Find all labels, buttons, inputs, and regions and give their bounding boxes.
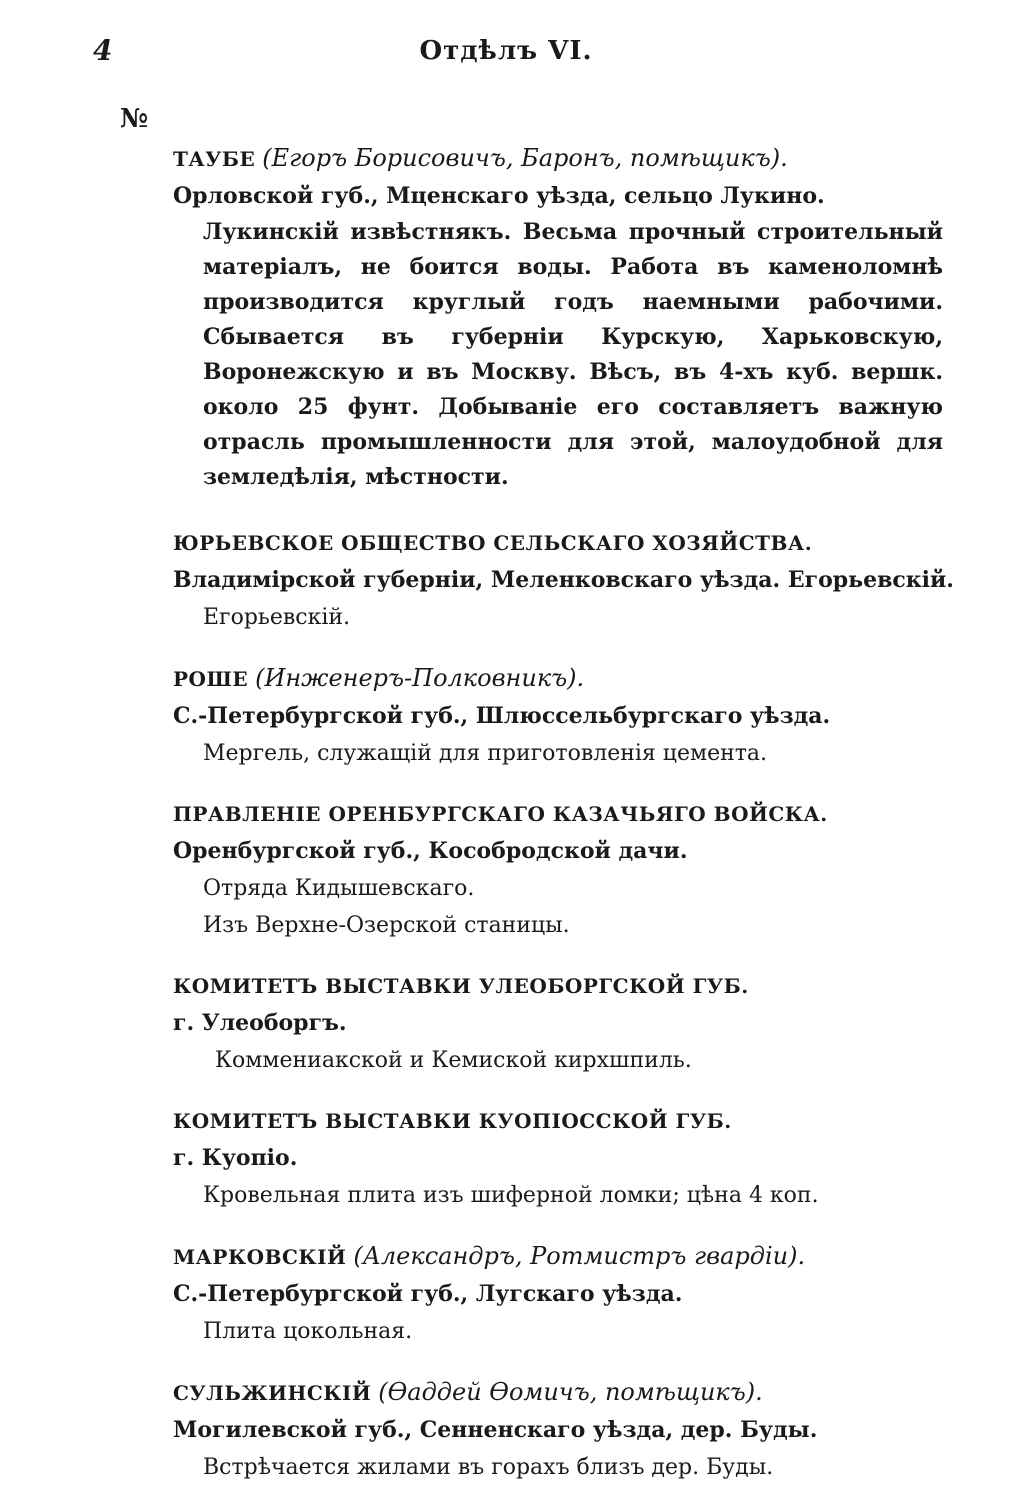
exhibitor-title: (Инженеръ-Полковникъ). [255,664,585,692]
entry-roshe [173,660,943,772]
exhibitor-name: КОМИТЕТЪ ВЫСТАВКИ КУОПІОССКОЙ ГУБ. [173,1109,732,1133]
exhibitor-name: ЮРЬЕВСКОЕ ОБЩЕСТВО СЕЛЬСКАГО ХОЗЯЙСТВА. [173,531,813,555]
exhibit-item: Кровельная плита изъ шиферной ломки; цѣна 4 коп. [203,1183,819,1208]
exhibitor-location: Владимірской губерніи, Меленковскаго уѣзда. Егорьевскій. [173,567,954,593]
entry-head [173,1103,943,1140]
exhibit-item: Встрѣчается жилами въ горахъ близъ дер. Буды. [203,1455,774,1480]
exhibitor-name: ПРАВЛЕНІЕ ОРЕНБУРГСКАГО КАЗАЧЬЯГО ВОЙСКА. [173,802,828,826]
exhibit-item: Отряда Кидышевскаго. [203,876,475,901]
exhibitor-title: (Егоръ Борисовичъ, Баронъ, помѣщикъ). [262,144,788,172]
exhibitor-name: КОМИТЕТЪ ВЫСТАВКИ УЛЕОБОРГСКОЙ ГУБ. [173,974,749,998]
exhibitor-location: Могилевской губ., Сенненскаго уѣзда, дер. Буды. [173,1417,818,1443]
entry-head [173,525,943,562]
exhibit-item: Плита цокольная. [203,1319,413,1344]
exhibitor-title: (Александръ, Ротмистръ гвардіи). [353,1242,806,1270]
exhibitor-name: МАРКОВСКІЙ [173,1245,347,1269]
entry-head [173,1238,943,1276]
exhibit-description: Лукинскій извѣстнякъ. Весьма прочный строительный матеріалъ, не боится воды. Работа въ каменоломнѣ производится круглый годъ наемными рабочими. Сбывается въ губерніи Курскую, Харьковскую, Воронежскую и въ Москву. Вѣсъ, въ 4-хъ куб. вершк. около 25 фунт. Добываніе его составляетъ важную отрасль промышленности для этой, малоудобной для земледѣлія, мѣстности. [203,219,943,490]
exhibitor-name: СУЛЬЖИНСКІЙ [173,1381,372,1405]
entry-head [173,660,943,698]
exhibitor-name: РОШЕ [173,667,249,691]
exhibitor-title: (Ѳаддей Ѳомичъ, помѣщикъ). [378,1378,763,1406]
entry-yuryevskoe [173,525,954,636]
running-head: Отдѣлъ VI. [419,36,593,66]
entry-orenburg-board [173,796,943,944]
entry-uleaborg-committee [173,968,943,1079]
exhibitor-location: г. Улеоборгъ. [173,1010,347,1036]
exhibit-item: Мергель, служащій для приготовленія цемента. [203,741,768,766]
entry-markovsky [173,1238,943,1350]
exhibitor-location: С.-Петербургской губ., Лугскаго уѣзда. [173,1281,683,1307]
entry-head [173,140,943,178]
entry-head [173,1374,943,1412]
entry-head [173,796,943,833]
exhibitor-location: Оренбургской губ., Кособродской дачи. [173,838,688,864]
exhibitor-name: ТАУБЕ [173,147,256,171]
entry-kuopio-committee [173,1103,943,1214]
entry-sulzhinsky [173,1374,943,1486]
number-column-mark: № [120,104,149,134]
exhibitor-list [173,140,954,1510]
exhibit-item: Коммениакской и Кемиской кирхшпиль. [215,1048,692,1073]
entry-taube [173,140,943,495]
exhibit-item: Егорьевскій. [203,605,351,630]
exhibitor-location: Орловской губ., Мценскаго уѣзда, сельцо Лукино. [173,183,825,209]
exhibitor-location: С.-Петербургской губ., Шлюссельбургскаго уѣзда. [173,703,831,729]
exhibitor-location: г. Куопіо. [173,1145,298,1171]
exhibit-item: Изъ Верхне-Озерской станицы. [203,913,570,938]
page-number: 4 [93,34,113,67]
entry-head [173,968,943,1005]
